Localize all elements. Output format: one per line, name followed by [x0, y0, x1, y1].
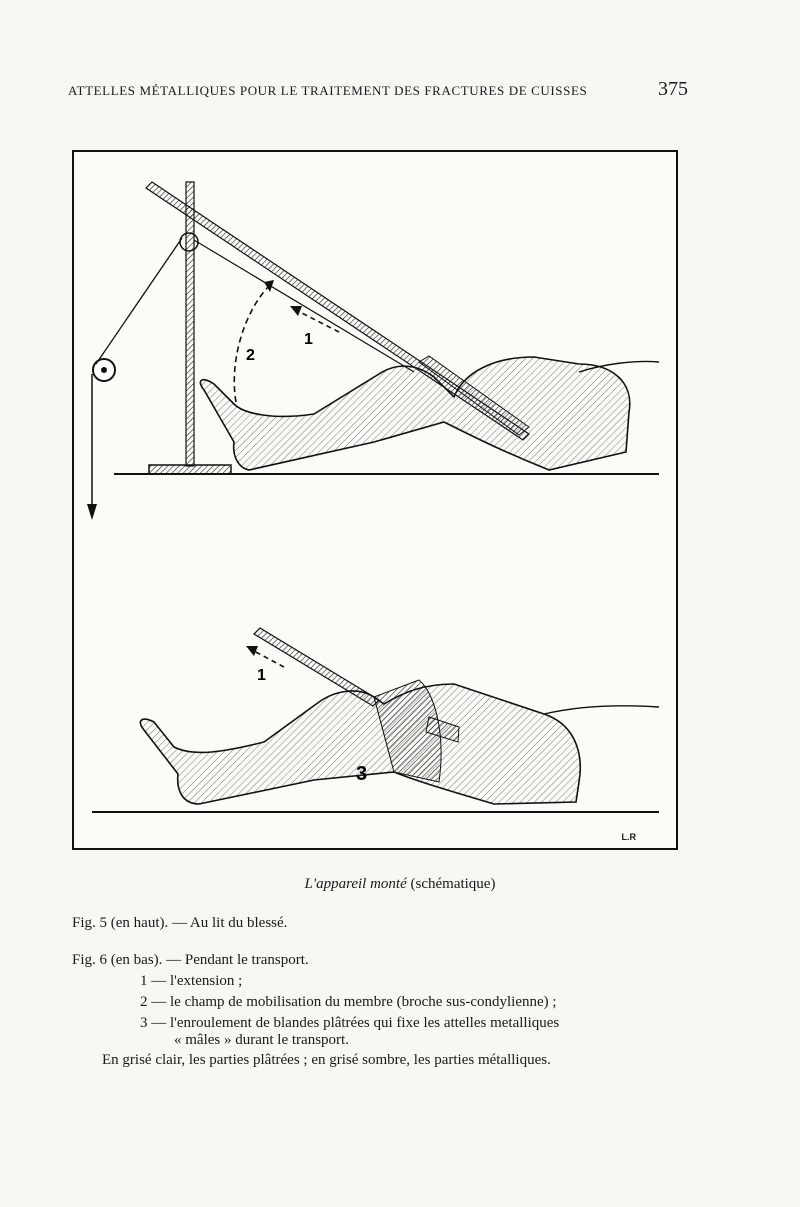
- down-arrow-icon: [87, 504, 97, 520]
- label-1-bottom: 1: [257, 667, 266, 684]
- figure-caption: [0, 876, 800, 893]
- leg-cast-bottom: [140, 684, 580, 804]
- legend-item-1: 1 — l'extension ;: [140, 973, 243, 989]
- figure-illustration: [74, 152, 680, 852]
- page-number: 375: [658, 78, 688, 100]
- label-3-bottom: 3: [356, 763, 368, 785]
- header-title: ATTELLES MÉTALLIQUES POUR LE TRAITEMENT DES FRACTURES DE CUISSES: [68, 83, 588, 98]
- label-1-top: 1: [304, 331, 313, 348]
- illustrator-signature: L.R: [621, 832, 636, 842]
- fig6-illustration: [92, 628, 659, 812]
- leg-cast-top: [200, 357, 629, 470]
- legend-item-3-cont: « mâles » durant le transport.: [174, 1032, 349, 1048]
- caption-title: L'appareil monté: [304, 876, 407, 892]
- legend-fig6: Fig. 6 (en bas). — Pendant le transport.: [72, 952, 309, 968]
- extension-arrow-bottom-icon: [246, 646, 258, 656]
- legend-note: En grisé clair, les parties plâtrées ; en grisé sombre, les parties métalliques.: [102, 1052, 551, 1068]
- label-2-top: 2: [246, 347, 255, 364]
- legend-fig5: Fig. 5 (en haut). — Au lit du blessé.: [72, 915, 288, 931]
- arc-arrow-icon: [264, 280, 274, 292]
- caption-subtitle: (schématique): [410, 876, 496, 892]
- running-header: [68, 78, 688, 101]
- extension-arrow-icon: [290, 306, 302, 316]
- legend-item-3: 3 — l'enroulement de blandes plâtrées qui fixe les attelles metalliques: [140, 1015, 560, 1031]
- fig5-illustration: [87, 182, 659, 520]
- figure-frame: [72, 150, 678, 850]
- stand-pole: [186, 182, 194, 466]
- legend-item-2: 2 — le champ de mobilisation du membre (broche sus-condylienne) ;: [140, 994, 557, 1010]
